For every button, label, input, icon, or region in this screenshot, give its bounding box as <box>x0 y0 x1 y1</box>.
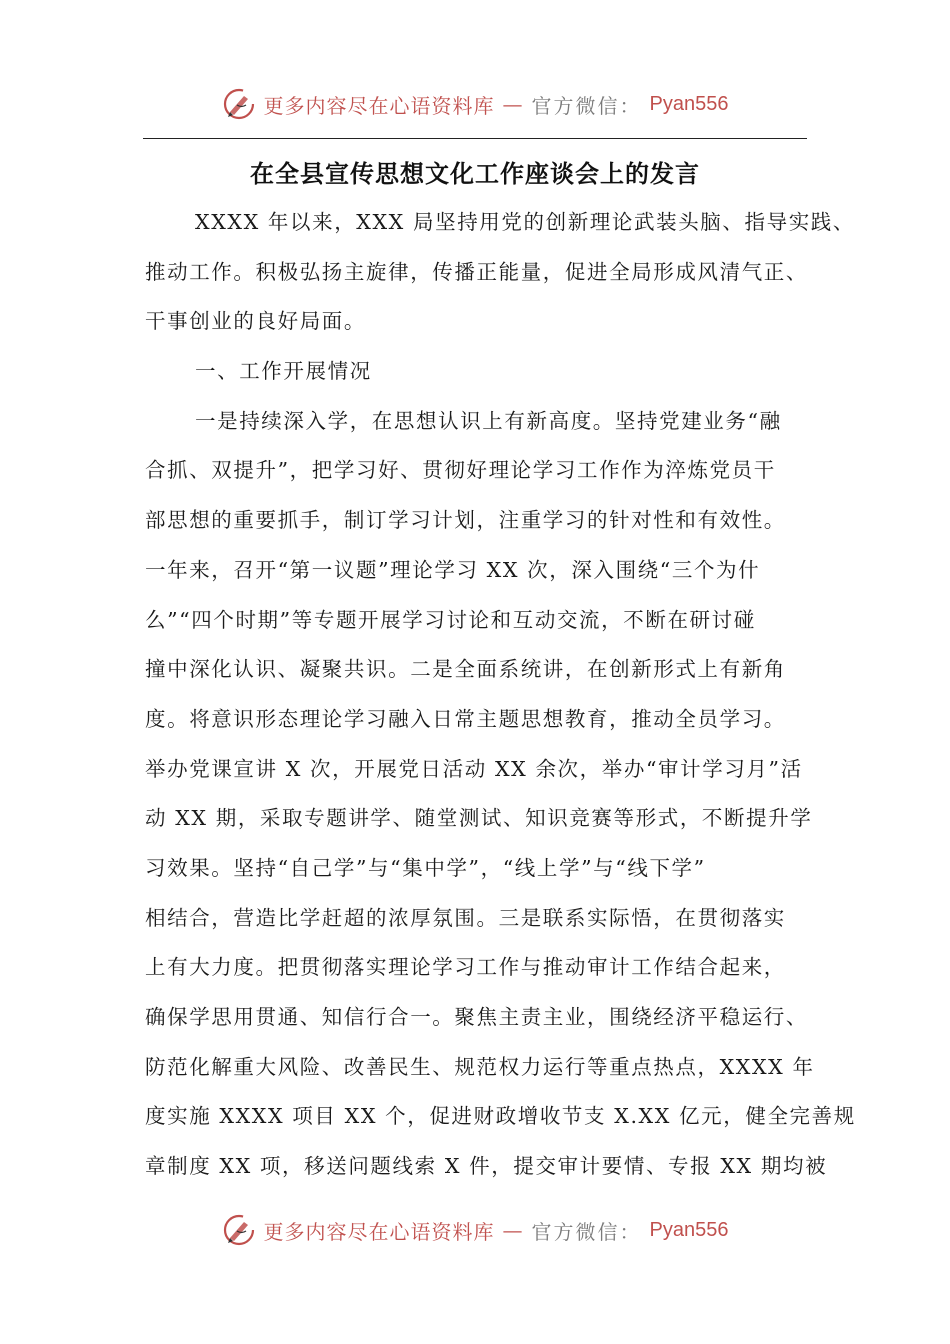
body-line: 一年来，召开“第一议题”理论学习 XX 次，深入围绕“三个为什 <box>145 557 761 582</box>
body-line: 相结合，营造比学赶超的浓厚氛围。三是联系实际悟，在贯彻落实 <box>145 905 786 930</box>
document-title: 在全县宣传思想文化工作座谈会上的发言 <box>250 160 700 188</box>
banner-wechat-handle: Pyan556 <box>649 92 729 115</box>
body-line: 一是持续深入学，在思想认识上有新高度。坚持党建业务“融 <box>195 408 782 433</box>
document-body <box>145 204 856 1198</box>
banner-wechat-label: 官方微信： <box>531 1219 642 1244</box>
banner-dash: — <box>502 1218 524 1242</box>
banner-wechat-handle: Pyan556 <box>649 1218 729 1241</box>
body-line: 习效果。坚持“自己学”与“集中学”，“线上学”与“线下学” <box>145 855 706 880</box>
body-line: 确保学思用贯通、知信行合一。聚焦主责主业，围绕经济平稳运行、 <box>145 1005 808 1029</box>
body-line: 举办党课宣讲 X 次，开展党日活动 XX 余次，举办“审计学习月”活 <box>145 756 803 781</box>
body-line: 上有大力度。把贯彻落实理论学习工作与推动审计工作结合起来， <box>145 955 786 980</box>
body-line: 度。将意识形态理论学习融入日常主题思想教育，推动全员学习。 <box>145 706 786 731</box>
body-line: 动 XX 期，采取专题讲学、随堂测试、知识竞赛等形式，不断提升学 <box>145 806 813 831</box>
footer-banner <box>0 1210 950 1250</box>
body-line: 推动工作。积极弘扬主旋律，传播正能量，促进全局形成风清气正、 <box>145 259 808 284</box>
banner-wechat-label: 官方微信： <box>531 93 642 118</box>
banner-dash: — <box>502 92 524 116</box>
banner-site-text: 更多内容尽在心语资料库 <box>263 1219 495 1244</box>
pen-circle-logo-icon <box>222 1213 256 1247</box>
body-line: XXXX 年以来，XXX 局坚持用党的创新理论武装头脑、指导实践、 <box>195 210 855 234</box>
header-divider <box>143 138 807 139</box>
body-line: 度实施 XXXX 项目 XX 个，促进财政增收节支 X.XX 亿元，健全完善规 <box>145 1104 856 1129</box>
body-line: 干事创业的良好局面。 <box>145 309 366 334</box>
body-line: 么”“四个时期”等专题开展学习讨论和互动交流，不断在研讨碰 <box>145 607 756 632</box>
body-line: 章制度 XX 项，移送问题线索 X 件，提交审计要情、专报 XX 期均被 <box>145 1154 828 1179</box>
section-heading: 一、工作开展情况 <box>195 359 372 384</box>
body-line: 合抓、双提升”，把学习好、贯彻好理论学习工作作为淬炼党员干 <box>145 458 776 483</box>
banner-site-text: 更多内容尽在心语资料库 <box>263 93 495 118</box>
pen-circle-logo-icon <box>222 87 256 121</box>
header-banner <box>0 84 950 124</box>
body-line: 撞中深化认识、凝聚共识。二是全面系统讲，在创新形式上有新角 <box>145 657 786 682</box>
body-line: 防范化解重大风险、改善民生、规范权力运行等重点热点，XXXX 年 <box>145 1054 815 1079</box>
body-line: 部思想的重要抓手，制订学习计划，注重学习的针对性和有效性。 <box>145 508 786 533</box>
